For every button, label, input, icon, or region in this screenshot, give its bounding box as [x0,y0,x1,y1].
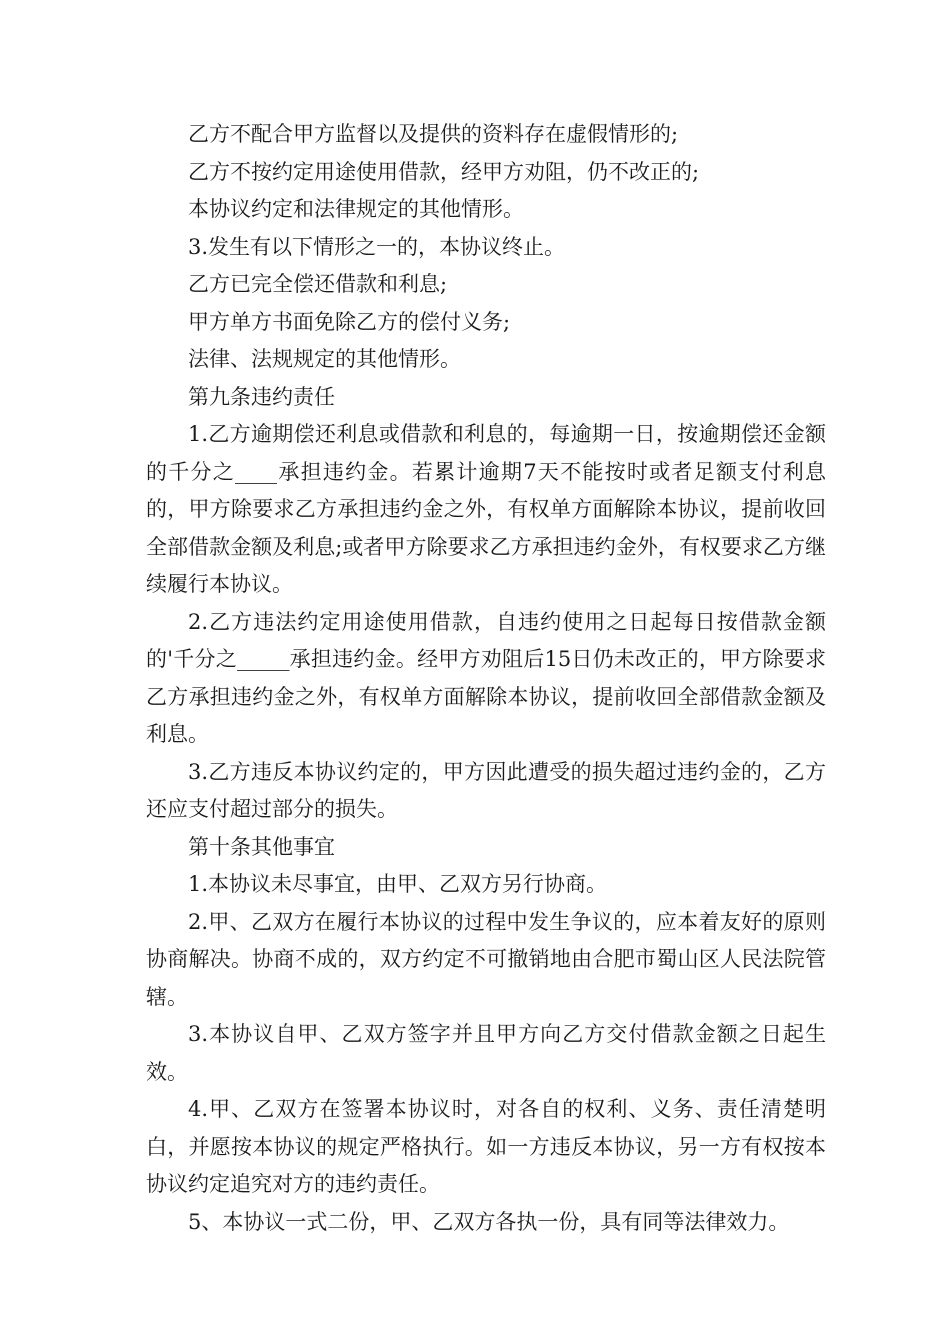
article-10-item-1: 1.本协议未尽事宜，由甲、乙双方另行协商。 [188,872,608,896]
article-10-item-4: 4.甲、乙双方在签署本协议时，对各自的权利、义务、责任清楚明白，并愿按本协议的规定严格执行。如一方违反本协议，另一方有权按本协议约定追究对方的违约责任。 [146,1097,826,1196]
clause-termination-heading: 3.发生有以下情形之一的，本协议终止。 [188,234,566,259]
article-9-item-3: 3.乙方违反本协议约定的，甲方因此遭受的损失超过违约金的，乙方还应支付超过部分的损失。 [146,759,826,821]
clause-false-info: 乙方不配合甲方监督以及提供的资料存在虚假情形的; [188,122,679,146]
clause-fully-repaid: 乙方已完全偿还借款和利息; [188,272,448,296]
clause-legal-other: 法律、法规规定的其他情形。 [188,347,461,371]
clause-waiver: 甲方单方书面免除乙方的偿付义务; [188,309,511,334]
article-10-item-5: 5、本协议一式二份，甲、乙双方各执一份，具有同等法律效力。 [188,1209,790,1234]
clause-misuse-funds: 乙方不按约定用途使用借款，经甲方劝阻，仍不改正的; [188,159,700,184]
document-body [146,116,826,1241]
article-10-item-2: 2.甲、乙双方在履行本协议的过程中发生争议的，应本着友好的原则协商解决。协商不成的，双方约定不可撤销地由合肥市蜀山区人民法院管辖。 [146,909,826,1009]
article-9-item-2: 2.乙方违法约定用途使用借款，自违约使用之日起每日按借款金额的'千分之_____承担违约金。经甲方劝阻后15日仍未改正的，甲方除要求乙方承担违约金之外，有权单方面解除本协议，提前收回全部借款金额及利息。 [146,609,826,746]
article-9-item-1: 1.乙方逾期偿还利息或借款和利息的，每逾期一日，按逾期偿还金额的千分之____承担违约金。若累计逾期7天不能按时或者足额支付利息的，甲方除要求乙方承担违约金之外，有权单方面解除本协议，提前收回全部借款金额及利息;或者甲方除要求乙方承担违约金外，有权要求乙方继续履行本协议。 [146,422,826,596]
article-10-heading: 第十条其他事宜 [188,834,335,859]
clause-other-situations: 本协议约定和法律规定的其他情形。 [188,197,524,221]
article-10-item-3: 3.本协议自甲、乙双方签字并且甲方向乙方交付借款金额之日起生效。 [146,1022,826,1084]
article-9-heading: 第九条违约责任 [188,384,335,409]
